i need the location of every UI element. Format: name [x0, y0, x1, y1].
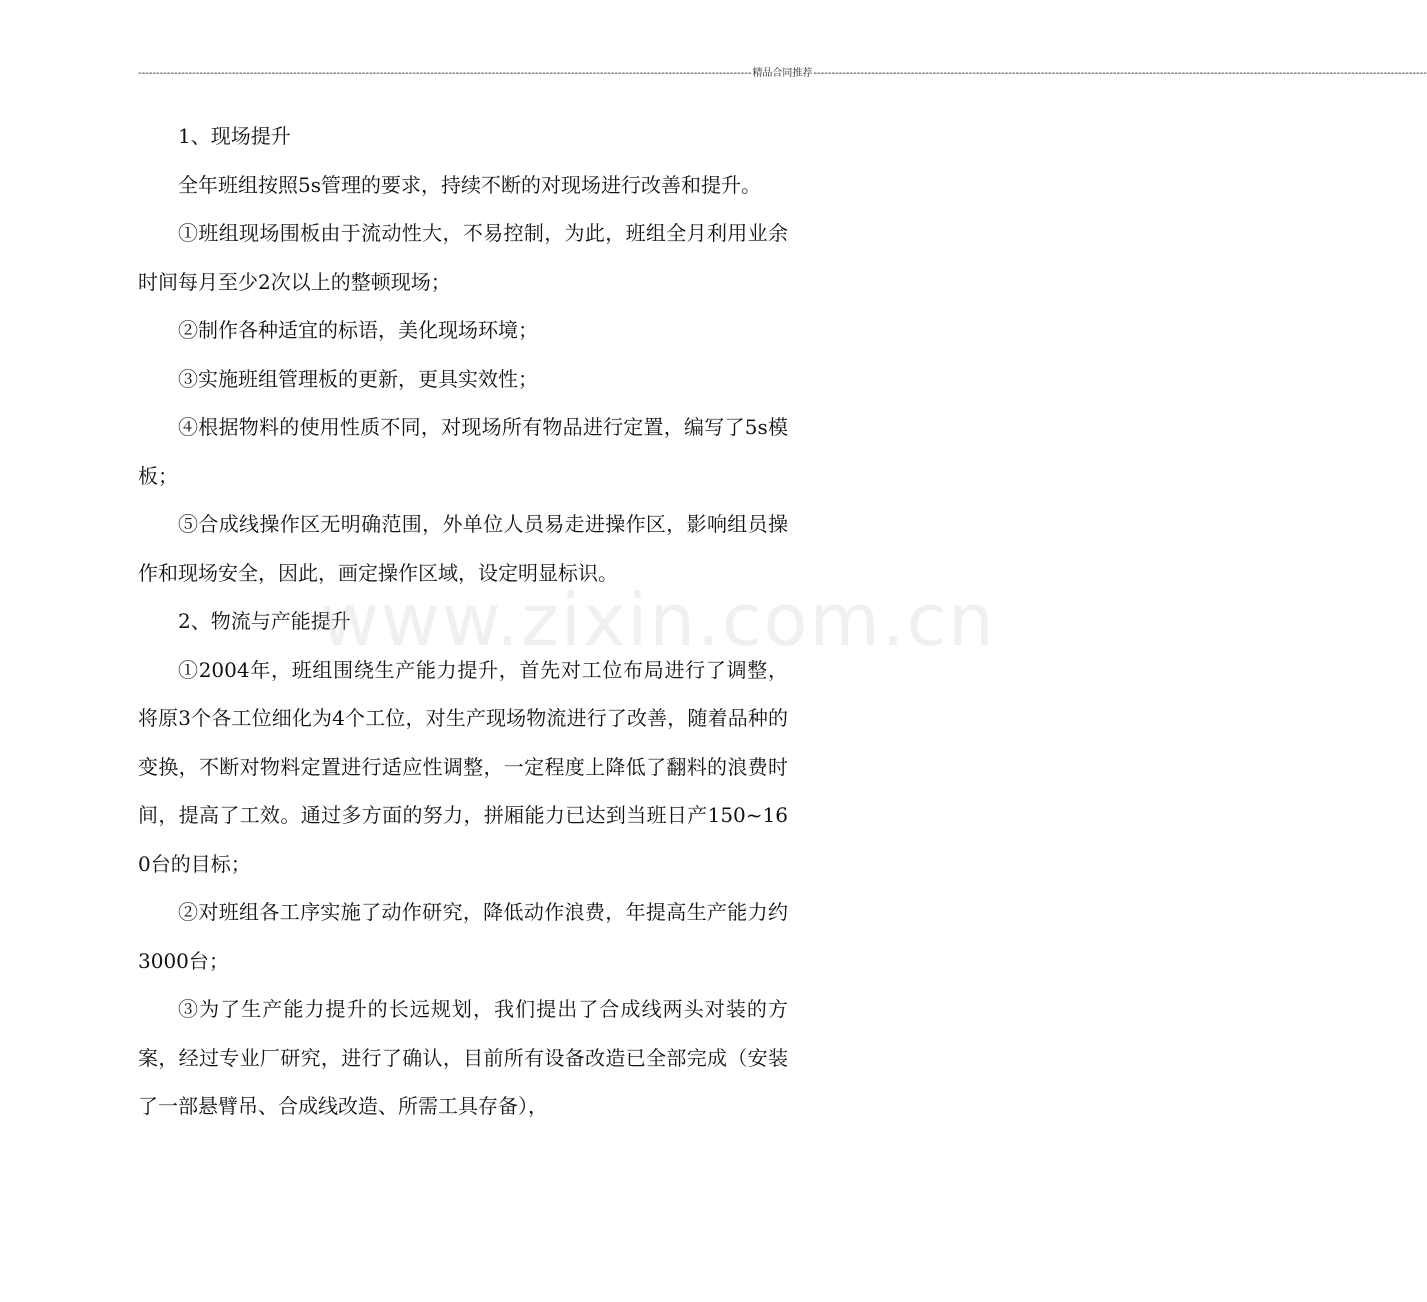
header-rule-right [813, 66, 1426, 82]
list-item: ③实施班组管理板的更新，更具实效性； [178, 366, 538, 391]
list-item: ⑤合成线操作区无明确范围，外单位人员易走进操作区，影响组员操作和现场安全，因此，画定操作区域，设定明显标识。 [138, 512, 788, 585]
page-header [138, 66, 813, 82]
header-rule-left [138, 66, 751, 82]
section-heading: 1、现场提升 [178, 124, 291, 148]
header-label: 精品合同推荐 [752, 68, 813, 79]
watermark: www.zixin.com.cn [320, 578, 996, 662]
list-item: ①班组现场围板由于流动性大，不易控制，为此，班组全月利用业余时间每月至少2次以上的整顿现场； [138, 221, 788, 294]
list-item: ③为了生产能力提升的长远规划，我们提出了合成线两头对装的方案，经过专业厂研究，进行了确认，目前所有设备改造已全部完成（安装了一部悬臂吊、合成线改造、所需工具存备）， [138, 997, 788, 1118]
list-item: ④根据物料的使用性质不同，对现场所有物品进行定置，编写了5s模板； [138, 415, 788, 488]
list-item: ②制作各种适宜的标语，美化现场环境； [178, 318, 538, 342]
document-body [138, 112, 788, 1131]
section-heading: 2、物流与产能提升 [178, 609, 351, 633]
paragraph: 全年班组按照5s管理的要求，持续不断的对现场进行改善和提升。 [178, 172, 761, 197]
list-item: ①2004年，班组围绕生产能力提升，首先对工位布局进行了调整，将原3个各工位细化为4个工位，对生产现场物流进行了改善，随着品种的变换，不断对物料定置进行适应性调整，一定程度上降低了翻料的浪费时间，提高了工效。通过多方面的努力，拼厢能力已达到当班日产150~160台的目标； [138, 657, 788, 876]
list-item: ②对班组各工序实施了动作研究，降低动作浪费，年提高生产能力约3000台； [138, 900, 788, 973]
